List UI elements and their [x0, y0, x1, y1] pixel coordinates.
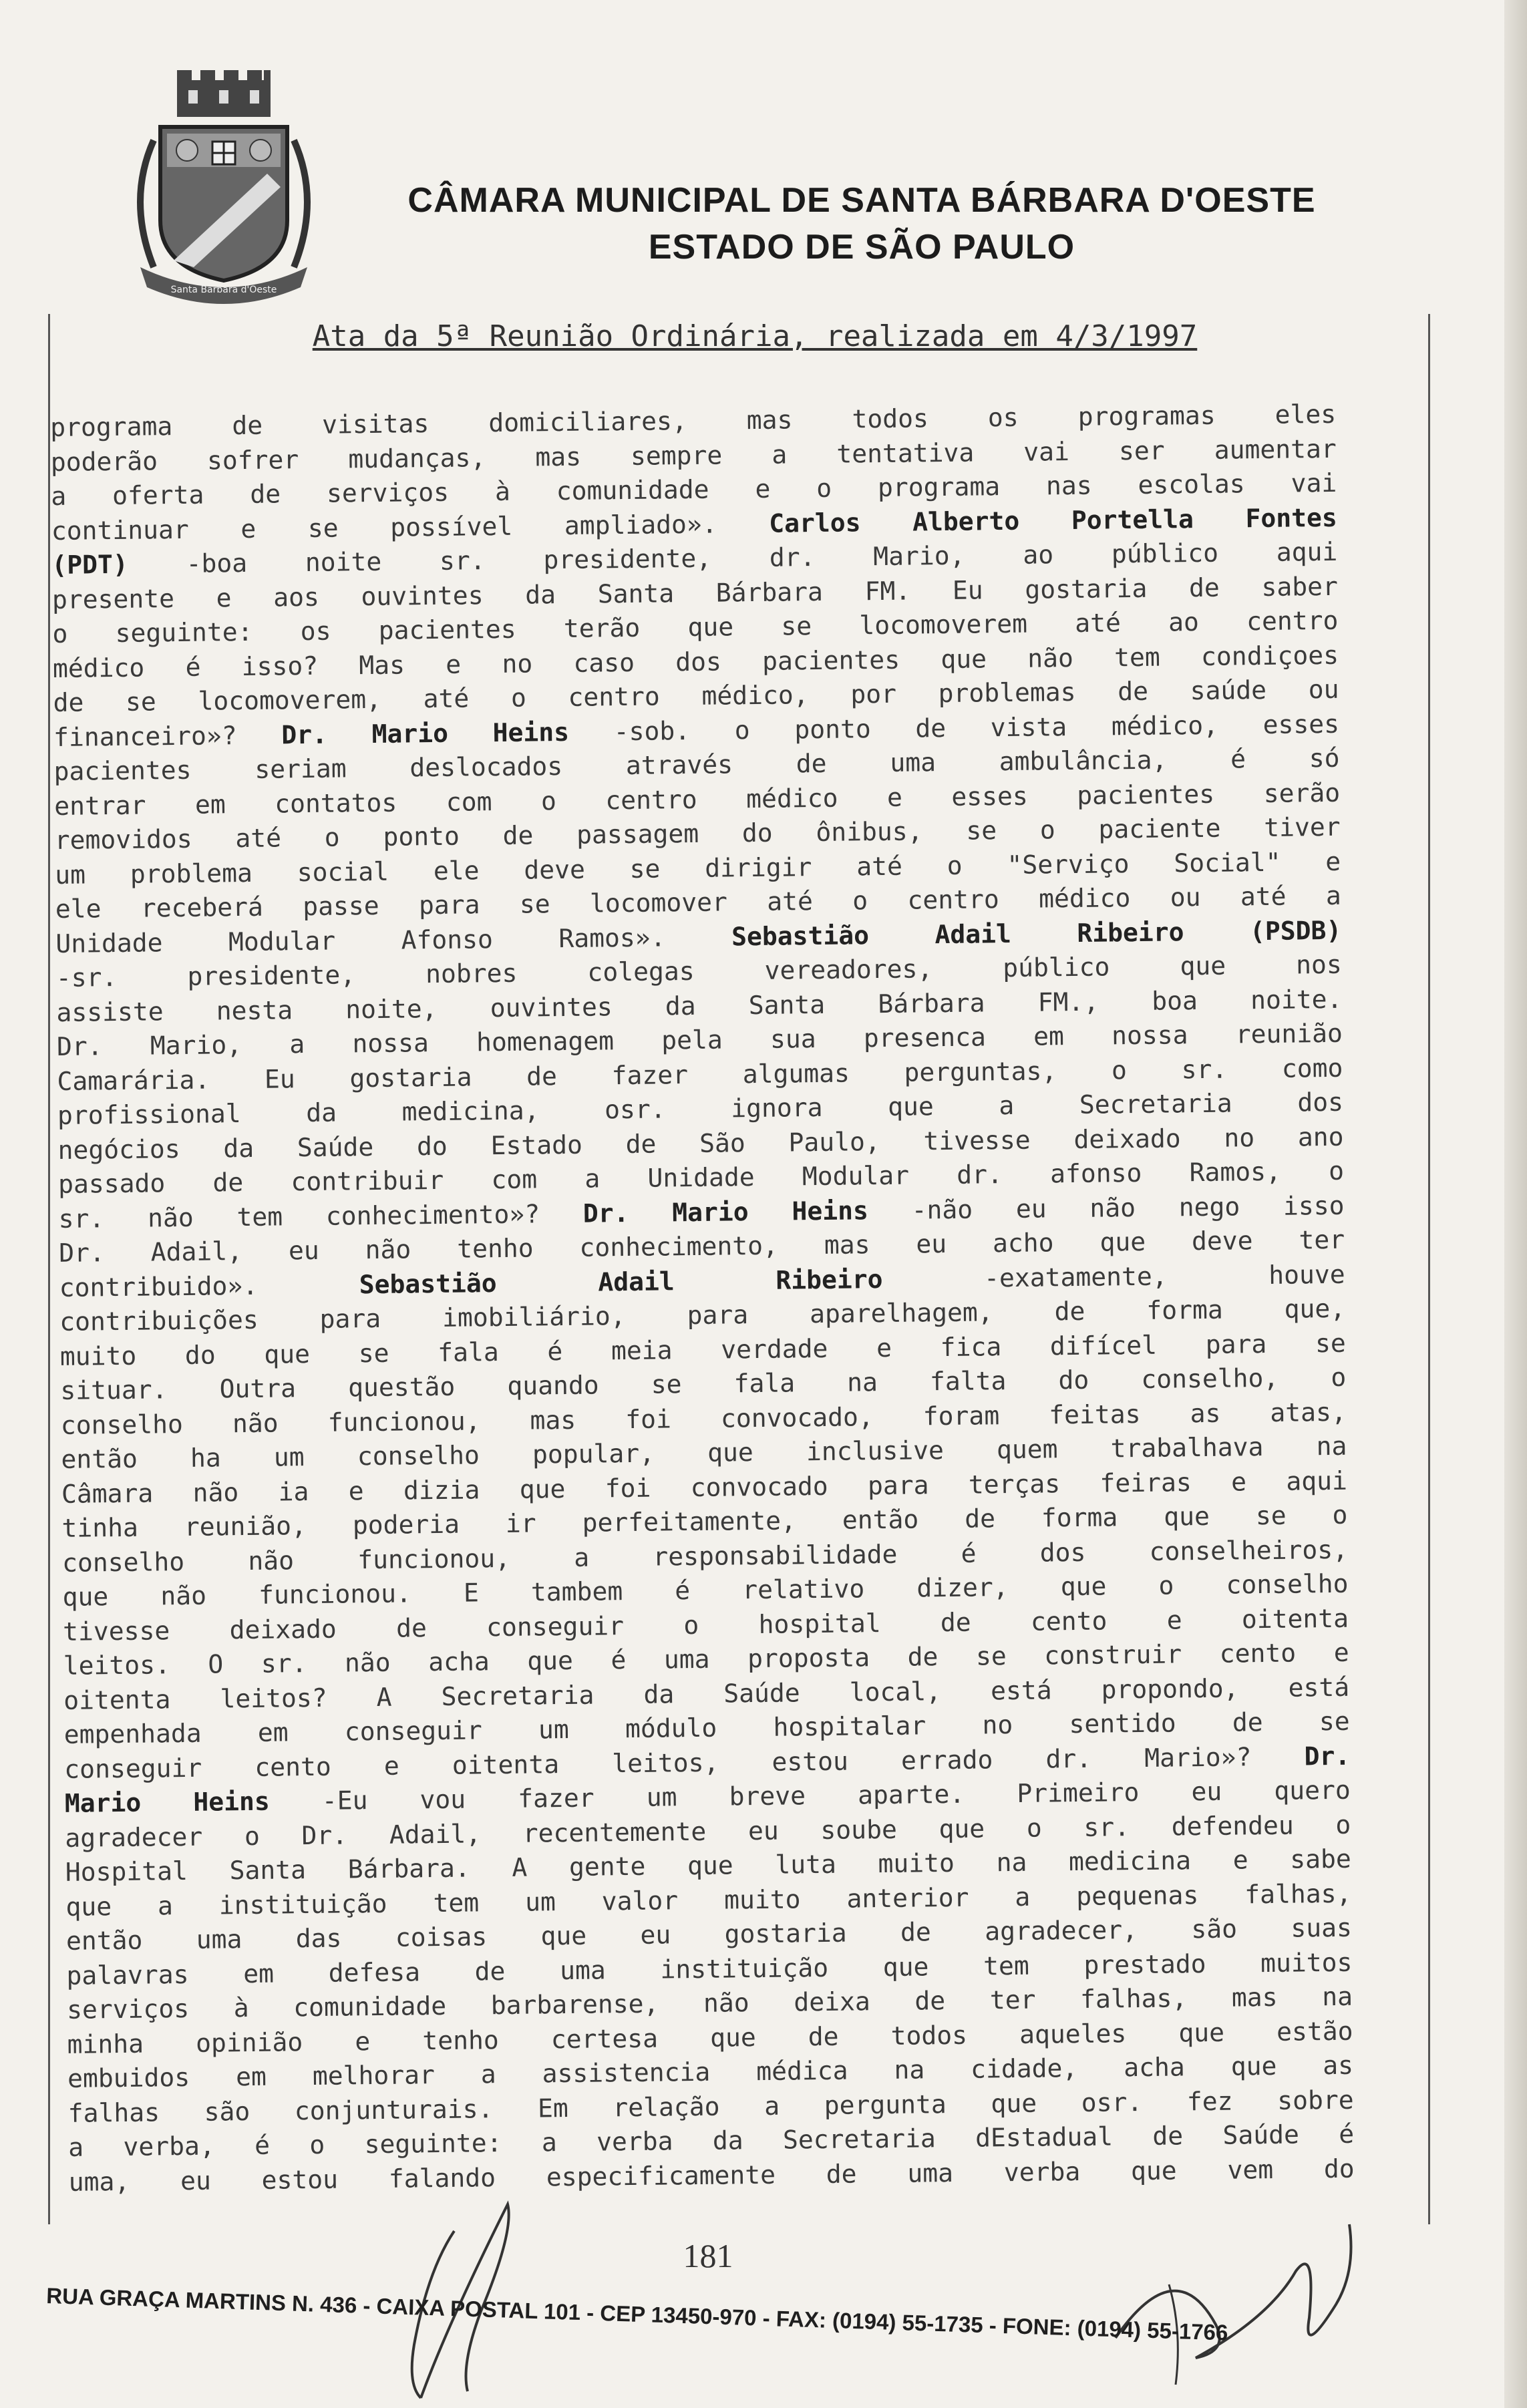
text-segment: então uma das coisas que eu gostaria de agradecer, são suas — [65, 1912, 1353, 1956]
text-segment: a verba, é o seguinte: a verba da Secretaria dEstadual de Saúde é — [67, 2119, 1355, 2162]
text-segment: Unidade Modular Afonso Ramos». — [55, 921, 732, 959]
chamber-name: CÂMARA MUNICIPAL DE SANTA BÁRBARA D'OESTE — [407, 181, 1316, 220]
footer-address: RUA GRAÇA MARTINS N. 436 - CAIXA POSTAL 101 - CEP 13450-970 - FAX: (0194) 55-1735 - FONE: (0194) 55-1766 — [45, 2283, 1228, 2345]
text-segment: serviços à comunidade barbarense, não deixa de ter falhas, mas na — [66, 1981, 1353, 2025]
text-segment: assiste nesta noite, ouvintes da Santa Bárbara FM., boa noite. — [56, 984, 1343, 1027]
speaker-name: Mario Heins — [64, 1786, 270, 1818]
text-segment: tinha reunião, poderia ir perfeitamente, então de forma que se o — [61, 1500, 1348, 1543]
text-segment: a oferta de serviços à comunidade e o programa nas escolas vai — [51, 468, 1337, 511]
text-segment: palavras em defesa de uma instituição que tem prestado muitos — [66, 1947, 1353, 1991]
text-segment: profissional da medicina, osr. ignora que a Secretaria dos — [57, 1087, 1344, 1130]
text-segment: situar. Outra questão quando se fala na falta do conselho, o — [60, 1362, 1347, 1405]
text-segment: falhas são conjunturais. Em relação a pergunta que osr. fez sobre — [67, 2085, 1354, 2128]
text-segment: sr. não tem conhecimento»? — [58, 1198, 584, 1234]
text-segment: conseguir cento e oitenta leitos, estou errado dr. Mario»? — [64, 1741, 1305, 1784]
emblem-motto: Santa Bárbara d'Oeste — [170, 285, 277, 295]
speaker-name: Sebastião Adail Ribeiro (PSDB) — [731, 915, 1342, 951]
text-segment: conselho não funcionou, a responsabilidade é dos conselheiros, — [61, 1534, 1349, 1578]
text-segment: embuidos em melhorar a assistencia médica na cidade, acha que as — [67, 2050, 1354, 2093]
text-segment: tivesse deixado de conseguir o hospital de cento e oitenta — [62, 1603, 1349, 1647]
minutes-body — [50, 397, 1355, 2200]
text-segment: muito do que se fala é meia verdade e fica difícel para se — [59, 1328, 1346, 1371]
speaker-name: (PDT) — [51, 549, 129, 580]
speaker-name: Dr. — [1304, 1741, 1351, 1771]
minutes-title: Ata da 5ª Reunião Ordinária, realizada em 4/3/1997 — [312, 319, 1198, 353]
page-number: 181 — [683, 2237, 733, 2274]
text-segment: negócios da Saúde do Estado de São Paulo, tivesse deixado no ano — [57, 1122, 1344, 1165]
text-segment: empenhada em conseguir um módulo hospitalar no sentido de se — [63, 1706, 1350, 1749]
text-segment: passado de contribuir com a Unidade Modular dr. afonso Ramos, o — [57, 1156, 1345, 1199]
text-segment: pacientes seriam deslocados através de uma ambulância, é só — [53, 743, 1340, 786]
text-segment: Hospital Santa Bárbara. A gente que luta muito na medicina e sabe — [65, 1844, 1352, 1887]
text-segment: -sob. o ponto de vista médico, esses — [568, 709, 1340, 747]
text-segment: de se locomoverem, até o centro médico, por problemas de saúde ou — [53, 674, 1339, 717]
text-segment: removidos até o ponto de passagem do ônibus, se o paciente tiver — [54, 812, 1341, 855]
text-segment: entrar em contatos com o centro médico e esses pacientes serão — [53, 778, 1341, 821]
state-name: ESTADO DE SÃO PAULO — [648, 228, 1075, 267]
text-segment: Camarária. Eu gostaria de fazer algumas perguntas, o sr. como — [57, 1053, 1343, 1096]
speaker-name: Dr. Mario Heins — [582, 1195, 869, 1228]
text-segment: programa de visitas domiciliares, mas todos os programas eles — [50, 399, 1337, 442]
text-segment: Dr. Mario, a nossa homenagem pela sua presenca em nossa reunião — [56, 1018, 1343, 1061]
right-margin-rule — [1428, 314, 1430, 2224]
left-margin-rule — [48, 314, 50, 2224]
speaker-name: Sebastião Adail Ribeiro — [359, 1264, 883, 1299]
text-segment: agradecer o Dr. Adail, recentemente eu soube que o sr. defendeu o — [65, 1810, 1351, 1853]
text-segment: Dr. Adail, eu não tenho conhecimento, mas eu acho que deve ter — [58, 1224, 1345, 1268]
text-segment: poderão sofrer mudanças, mas sempre a tentativa vai ser aumentar — [50, 434, 1337, 477]
speaker-name: Carlos Alberto Portella Fontes — [769, 502, 1338, 538]
text-segment: -não eu não nego isso — [868, 1190, 1345, 1225]
text-segment: médico é isso? Mas e no caso dos pacientes que não tem condiçoes — [52, 640, 1339, 683]
text-segment: conselho não funcionou, mas foi convocado, foram feitas as atas, — [60, 1397, 1347, 1440]
text-segment: então ha um conselho popular, que inclusive quem trabalhava na — [61, 1431, 1347, 1474]
text-segment: Câmara não ia e dizia que foi convocado para terças feiras e aqui — [61, 1466, 1348, 1509]
text-segment: leitos. O sr. não acha que é uma proposta de se construir cento e — [63, 1637, 1349, 1681]
text-segment: uma, eu estou falando especificamente de uma verba que vem do — [68, 2154, 1355, 2197]
text-segment: oitenta leitos? A Secretaria da Saúde local, está propondo, está — [63, 1672, 1350, 1715]
text-segment: -Eu vou fazer um breve aparte. Primeiro eu quero — [269, 1775, 1351, 1816]
letterhead — [100, 60, 1316, 314]
text-segment: -exatamente, houve — [882, 1259, 1345, 1294]
text-segment: financeiro»? — [53, 719, 282, 752]
page-edge — [1504, 0, 1527, 2408]
text-segment: que não funcionou. E tambem é relativo dizer, que o conselho — [62, 1568, 1349, 1612]
text-segment: um problema social ele deve se dirigir até o "Serviço Social" e — [55, 846, 1341, 890]
text-segment: contribuido». — [59, 1269, 360, 1303]
speaker-name: Dr. Mario Heins — [281, 717, 570, 749]
municipal-coat-of-arms-icon — [114, 67, 334, 307]
text-segment: que a instituição tem um valor muito anterior a pequenas falhas, — [65, 1878, 1352, 1922]
text-segment: presente e aos ouvintes da Santa Bárbara FM. Eu gostaria de saber — [51, 571, 1339, 615]
text-segment: contribuições para imobiliário, para aparelhagem, de forma que, — [59, 1293, 1346, 1337]
text-segment: ele receberá passe para se locomover até o centro médico ou até a — [55, 880, 1341, 924]
handwritten-initials-icon — [1095, 2184, 1376, 2398]
text-segment: -sr. presidente, nobres colegas vereadores, público que nos — [55, 949, 1343, 993]
text-segment: continuar e se possível ampliado». — [51, 508, 770, 546]
text-segment: -boa noite sr. presidente, dr. Mario, ao público aqui — [128, 536, 1338, 579]
text-segment: o seguinte: os pacientes terão que se locomoverem até ao centro — [52, 605, 1339, 649]
text-segment: minha opinião e tenho certesa que de todos aqueles que estão — [67, 2016, 1353, 2059]
